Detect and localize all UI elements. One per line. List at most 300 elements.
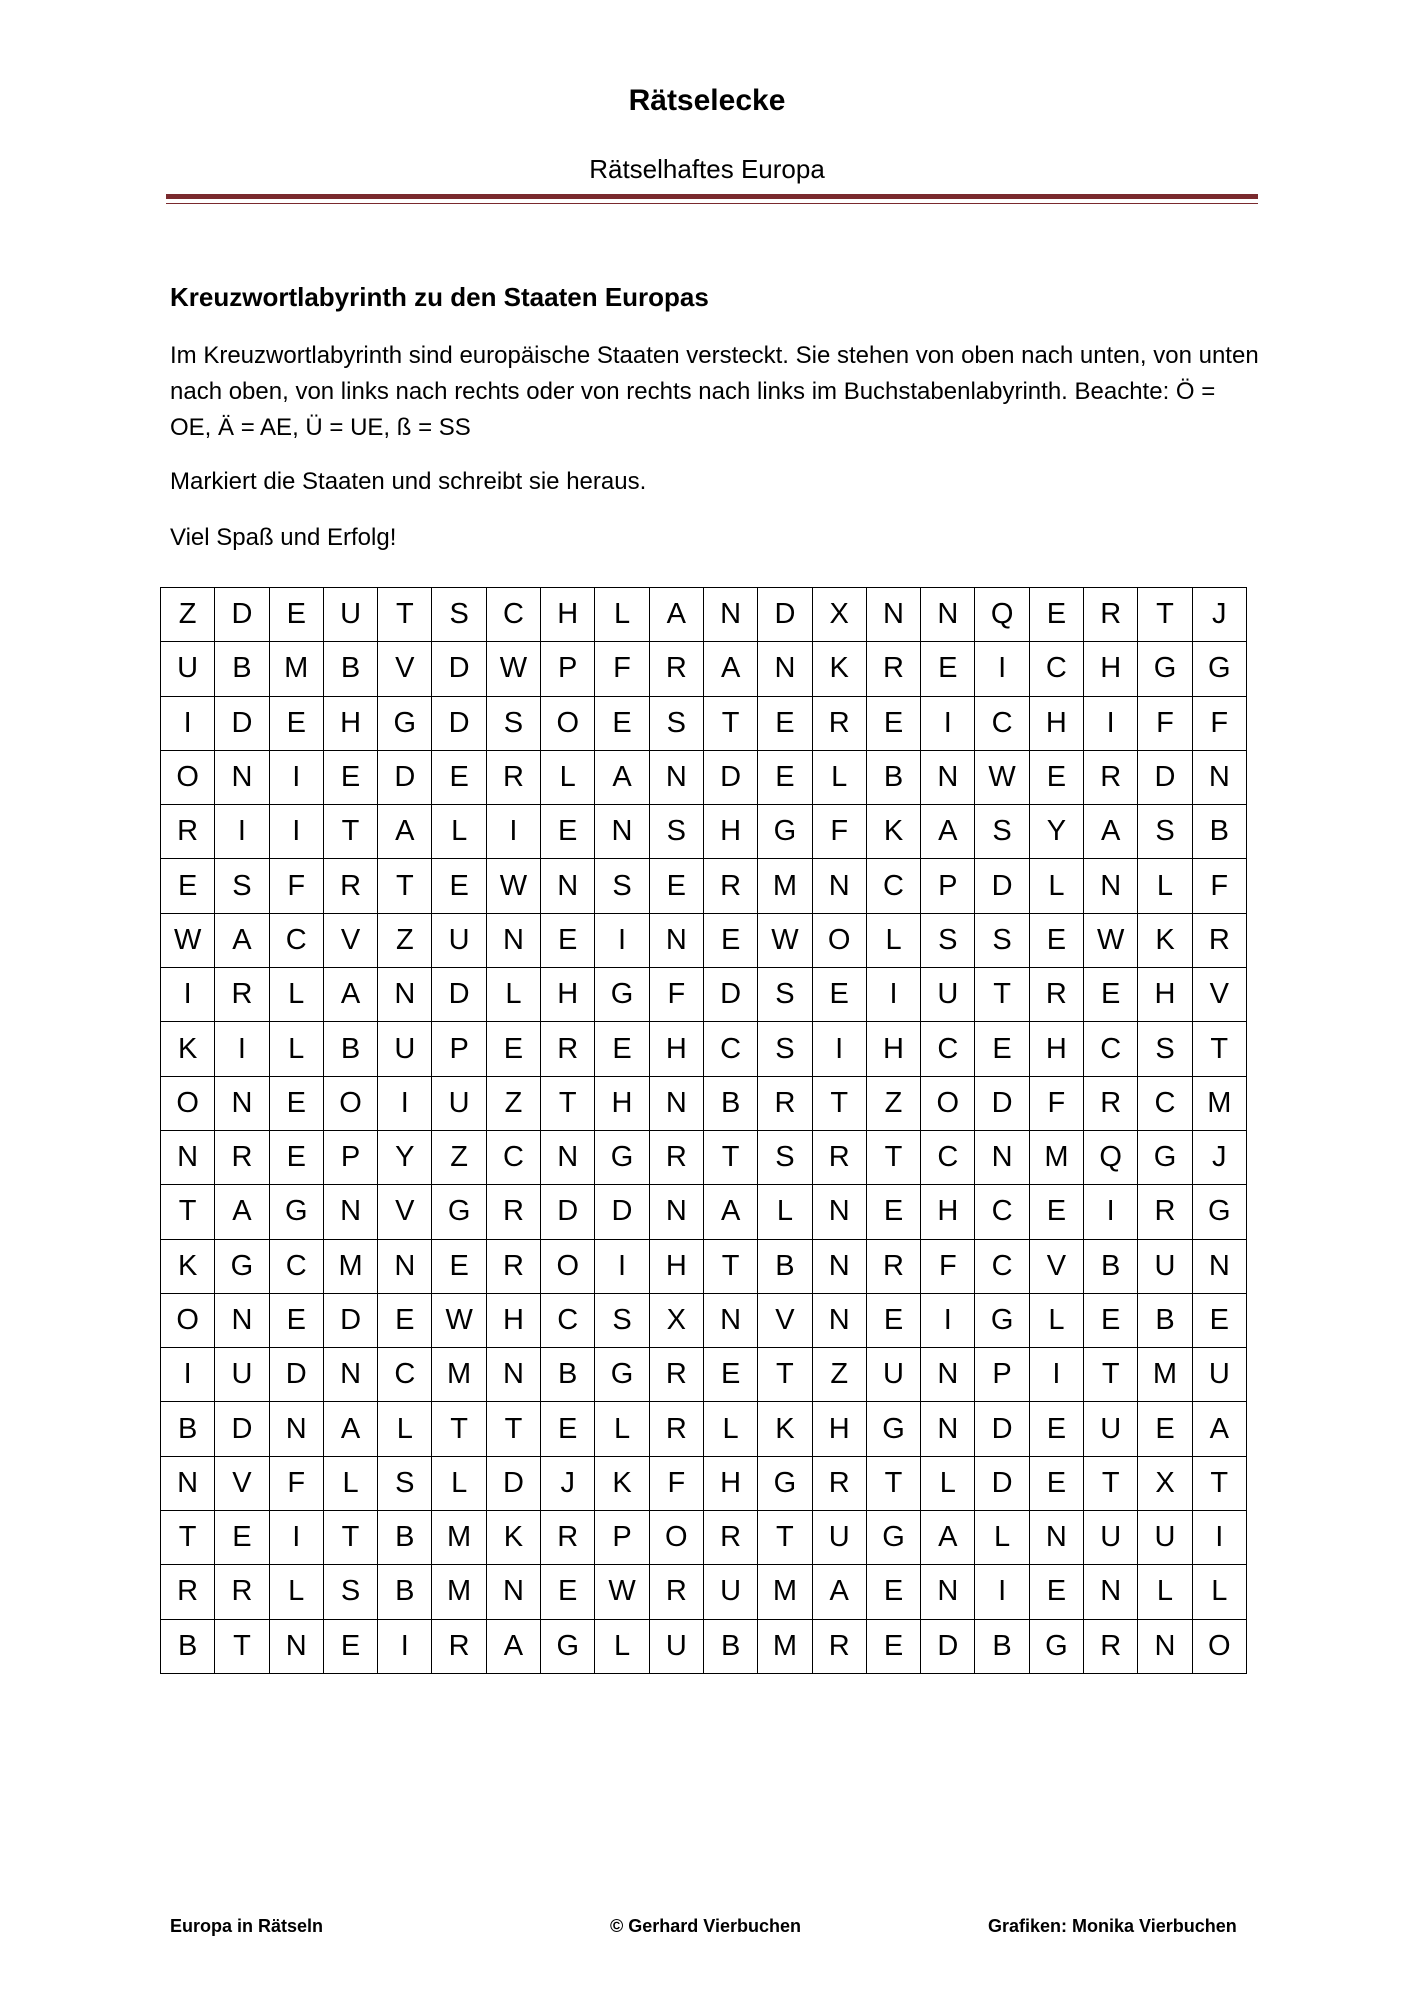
grid-cell[interactable]: O bbox=[921, 1077, 975, 1131]
grid-cell[interactable]: F bbox=[650, 968, 704, 1022]
grid-cell[interactable]: N bbox=[541, 859, 595, 913]
grid-cell[interactable]: L bbox=[975, 1511, 1029, 1565]
grid-cell[interactable]: E bbox=[324, 751, 378, 805]
grid-cell[interactable]: A bbox=[378, 805, 432, 859]
grid-cell[interactable]: X bbox=[650, 1294, 704, 1348]
grid-cell[interactable]: H bbox=[541, 968, 595, 1022]
grid-cell[interactable]: I bbox=[1193, 1511, 1247, 1565]
grid-cell[interactable]: G bbox=[1138, 642, 1192, 696]
grid-cell[interactable]: U bbox=[867, 1348, 921, 1402]
grid-cell[interactable]: Z bbox=[487, 1077, 541, 1131]
grid-cell[interactable]: U bbox=[813, 1511, 867, 1565]
grid-cell[interactable]: N bbox=[758, 642, 812, 696]
grid-cell[interactable]: N bbox=[270, 1620, 324, 1674]
grid-cell[interactable]: C bbox=[487, 588, 541, 642]
grid-cell[interactable]: N bbox=[161, 1457, 215, 1511]
grid-cell[interactable]: T bbox=[704, 1240, 758, 1294]
grid-cell[interactable]: S bbox=[487, 697, 541, 751]
grid-cell[interactable]: W bbox=[161, 914, 215, 968]
grid-cell[interactable]: V bbox=[324, 914, 378, 968]
grid-cell[interactable]: J bbox=[1193, 1131, 1247, 1185]
grid-cell[interactable]: I bbox=[921, 1294, 975, 1348]
grid-cell[interactable]: M bbox=[758, 1620, 812, 1674]
grid-cell[interactable]: U bbox=[378, 1022, 432, 1076]
grid-cell[interactable]: M bbox=[1030, 1131, 1084, 1185]
grid-cell[interactable]: R bbox=[1084, 1620, 1138, 1674]
grid-cell[interactable]: N bbox=[813, 1294, 867, 1348]
grid-cell[interactable]: L bbox=[432, 1457, 486, 1511]
grid-cell[interactable]: T bbox=[975, 968, 1029, 1022]
grid-cell[interactable]: S bbox=[758, 1022, 812, 1076]
grid-cell[interactable]: T bbox=[758, 1511, 812, 1565]
grid-cell[interactable]: W bbox=[432, 1294, 486, 1348]
grid-cell[interactable]: I bbox=[1084, 1185, 1138, 1239]
grid-cell[interactable]: G bbox=[215, 1240, 269, 1294]
grid-cell[interactable]: L bbox=[921, 1457, 975, 1511]
grid-cell[interactable]: T bbox=[813, 1077, 867, 1131]
grid-cell[interactable]: U bbox=[704, 1565, 758, 1619]
grid-cell[interactable]: I bbox=[161, 1348, 215, 1402]
grid-cell[interactable]: B bbox=[161, 1402, 215, 1456]
grid-cell[interactable]: P bbox=[324, 1131, 378, 1185]
grid-cell[interactable]: T bbox=[1084, 1457, 1138, 1511]
grid-cell[interactable]: A bbox=[324, 1402, 378, 1456]
grid-cell[interactable]: L bbox=[1138, 859, 1192, 913]
grid-cell[interactable]: B bbox=[215, 642, 269, 696]
grid-cell[interactable]: E bbox=[432, 751, 486, 805]
grid-cell[interactable]: N bbox=[1084, 859, 1138, 913]
grid-cell[interactable]: L bbox=[1193, 1565, 1247, 1619]
grid-cell[interactable]: I bbox=[161, 697, 215, 751]
grid-cell[interactable]: T bbox=[704, 1131, 758, 1185]
grid-cell[interactable]: S bbox=[595, 859, 649, 913]
grid-cell[interactable]: I bbox=[270, 805, 324, 859]
grid-cell[interactable]: S bbox=[432, 588, 486, 642]
grid-cell[interactable]: F bbox=[650, 1457, 704, 1511]
grid-cell[interactable]: C bbox=[921, 1131, 975, 1185]
grid-cell[interactable]: O bbox=[161, 1077, 215, 1131]
grid-cell[interactable]: I bbox=[378, 1620, 432, 1674]
grid-cell[interactable]: S bbox=[975, 914, 1029, 968]
grid-cell[interactable]: N bbox=[324, 1185, 378, 1239]
grid-cell[interactable]: B bbox=[161, 1620, 215, 1674]
grid-cell[interactable]: U bbox=[650, 1620, 704, 1674]
grid-cell[interactable]: S bbox=[215, 859, 269, 913]
grid-cell[interactable]: T bbox=[1084, 1348, 1138, 1402]
grid-cell[interactable]: N bbox=[650, 914, 704, 968]
grid-cell[interactable]: V bbox=[1193, 968, 1247, 1022]
grid-cell[interactable]: Z bbox=[161, 588, 215, 642]
grid-cell[interactable]: C bbox=[921, 1022, 975, 1076]
grid-cell[interactable]: W bbox=[1084, 914, 1138, 968]
grid-cell[interactable]: D bbox=[215, 1402, 269, 1456]
grid-cell[interactable]: E bbox=[813, 968, 867, 1022]
grid-cell[interactable]: N bbox=[975, 1131, 1029, 1185]
grid-cell[interactable]: S bbox=[975, 805, 1029, 859]
grid-cell[interactable]: F bbox=[595, 642, 649, 696]
grid-cell[interactable]: L bbox=[378, 1402, 432, 1456]
grid-cell[interactable]: P bbox=[432, 1022, 486, 1076]
grid-cell[interactable]: E bbox=[432, 1240, 486, 1294]
grid-cell[interactable]: E bbox=[975, 1022, 1029, 1076]
grid-cell[interactable]: E bbox=[1030, 1457, 1084, 1511]
grid-cell[interactable]: N bbox=[595, 805, 649, 859]
grid-cell[interactable]: R bbox=[650, 1402, 704, 1456]
grid-cell[interactable]: S bbox=[650, 805, 704, 859]
grid-cell[interactable]: N bbox=[650, 1185, 704, 1239]
grid-cell[interactable]: H bbox=[704, 805, 758, 859]
grid-cell[interactable]: N bbox=[1193, 1240, 1247, 1294]
grid-cell[interactable]: E bbox=[1030, 1402, 1084, 1456]
grid-cell[interactable]: R bbox=[161, 805, 215, 859]
grid-cell[interactable]: B bbox=[324, 642, 378, 696]
grid-cell[interactable]: G bbox=[975, 1294, 1029, 1348]
grid-cell[interactable]: N bbox=[921, 588, 975, 642]
grid-cell[interactable]: I bbox=[921, 697, 975, 751]
grid-cell[interactable]: N bbox=[378, 968, 432, 1022]
grid-cell[interactable]: E bbox=[867, 1620, 921, 1674]
grid-cell[interactable]: T bbox=[1138, 588, 1192, 642]
grid-cell[interactable]: T bbox=[541, 1077, 595, 1131]
grid-cell[interactable]: R bbox=[704, 1511, 758, 1565]
grid-cell[interactable]: B bbox=[1193, 805, 1247, 859]
grid-cell[interactable]: R bbox=[813, 1620, 867, 1674]
grid-cell[interactable]: F bbox=[270, 859, 324, 913]
grid-cell[interactable]: R bbox=[1084, 588, 1138, 642]
grid-cell[interactable]: N bbox=[1138, 1620, 1192, 1674]
grid-cell[interactable]: C bbox=[270, 1240, 324, 1294]
grid-cell[interactable]: M bbox=[432, 1565, 486, 1619]
grid-cell[interactable]: H bbox=[1084, 642, 1138, 696]
grid-cell[interactable]: E bbox=[270, 1294, 324, 1348]
grid-cell[interactable]: C bbox=[975, 697, 1029, 751]
grid-cell[interactable]: D bbox=[432, 968, 486, 1022]
grid-cell[interactable]: G bbox=[758, 805, 812, 859]
grid-cell[interactable]: K bbox=[487, 1511, 541, 1565]
grid-cell[interactable]: E bbox=[1030, 1185, 1084, 1239]
grid-cell[interactable]: U bbox=[1084, 1402, 1138, 1456]
grid-cell[interactable]: R bbox=[650, 642, 704, 696]
grid-cell[interactable]: V bbox=[378, 642, 432, 696]
grid-cell[interactable]: C bbox=[1138, 1077, 1192, 1131]
grid-cell[interactable]: X bbox=[813, 588, 867, 642]
grid-cell[interactable]: L bbox=[270, 968, 324, 1022]
grid-cell[interactable]: R bbox=[813, 1457, 867, 1511]
grid-cell[interactable]: R bbox=[541, 1022, 595, 1076]
grid-cell[interactable]: D bbox=[704, 751, 758, 805]
grid-cell[interactable]: G bbox=[1193, 1185, 1247, 1239]
grid-cell[interactable]: R bbox=[1193, 914, 1247, 968]
grid-cell[interactable]: R bbox=[650, 1565, 704, 1619]
grid-cell[interactable]: S bbox=[650, 697, 704, 751]
grid-cell[interactable]: L bbox=[270, 1022, 324, 1076]
grid-cell[interactable]: O bbox=[541, 1240, 595, 1294]
grid-cell[interactable]: O bbox=[161, 751, 215, 805]
grid-cell[interactable]: N bbox=[921, 1565, 975, 1619]
grid-cell[interactable]: W bbox=[758, 914, 812, 968]
grid-cell[interactable]: L bbox=[758, 1185, 812, 1239]
grid-cell[interactable]: U bbox=[432, 914, 486, 968]
grid-cell[interactable]: D bbox=[975, 859, 1029, 913]
grid-cell[interactable]: C bbox=[867, 859, 921, 913]
grid-cell[interactable]: M bbox=[758, 1565, 812, 1619]
grid-cell[interactable]: Z bbox=[813, 1348, 867, 1402]
grid-cell[interactable]: K bbox=[813, 642, 867, 696]
grid-cell[interactable]: I bbox=[1084, 697, 1138, 751]
grid-cell[interactable]: I bbox=[867, 968, 921, 1022]
grid-cell[interactable]: S bbox=[1138, 805, 1192, 859]
grid-cell[interactable]: N bbox=[921, 751, 975, 805]
grid-cell[interactable]: O bbox=[813, 914, 867, 968]
grid-cell[interactable]: E bbox=[867, 697, 921, 751]
grid-cell[interactable]: G bbox=[1193, 642, 1247, 696]
grid-cell[interactable]: S bbox=[378, 1457, 432, 1511]
grid-cell[interactable]: O bbox=[650, 1511, 704, 1565]
grid-cell[interactable]: O bbox=[1193, 1620, 1247, 1674]
grid-cell[interactable]: H bbox=[704, 1457, 758, 1511]
grid-cell[interactable]: B bbox=[324, 1022, 378, 1076]
grid-cell[interactable]: R bbox=[215, 1565, 269, 1619]
grid-cell[interactable]: D bbox=[487, 1457, 541, 1511]
grid-cell[interactable]: Y bbox=[1030, 805, 1084, 859]
grid-cell[interactable]: A bbox=[1193, 1402, 1247, 1456]
grid-cell[interactable]: A bbox=[487, 1620, 541, 1674]
grid-cell[interactable]: D bbox=[975, 1457, 1029, 1511]
grid-cell[interactable]: G bbox=[1138, 1131, 1192, 1185]
grid-cell[interactable]: R bbox=[541, 1511, 595, 1565]
grid-cell[interactable]: A bbox=[1084, 805, 1138, 859]
grid-cell[interactable]: P bbox=[921, 859, 975, 913]
grid-cell[interactable]: C bbox=[487, 1131, 541, 1185]
grid-cell[interactable]: H bbox=[867, 1022, 921, 1076]
grid-cell[interactable]: L bbox=[813, 751, 867, 805]
grid-cell[interactable]: T bbox=[1193, 1457, 1247, 1511]
grid-cell[interactable]: I bbox=[813, 1022, 867, 1076]
grid-cell[interactable]: E bbox=[867, 1565, 921, 1619]
grid-cell[interactable]: J bbox=[541, 1457, 595, 1511]
grid-cell[interactable]: D bbox=[432, 642, 486, 696]
grid-cell[interactable]: C bbox=[541, 1294, 595, 1348]
grid-cell[interactable]: D bbox=[215, 697, 269, 751]
grid-cell[interactable]: K bbox=[1138, 914, 1192, 968]
grid-cell[interactable]: T bbox=[704, 697, 758, 751]
grid-cell[interactable]: M bbox=[758, 859, 812, 913]
grid-cell[interactable]: I bbox=[270, 751, 324, 805]
grid-cell[interactable]: G bbox=[867, 1402, 921, 1456]
grid-cell[interactable]: E bbox=[650, 859, 704, 913]
grid-cell[interactable]: T bbox=[487, 1402, 541, 1456]
grid-cell[interactable]: T bbox=[324, 1511, 378, 1565]
grid-cell[interactable]: R bbox=[215, 1131, 269, 1185]
grid-cell[interactable]: E bbox=[758, 751, 812, 805]
grid-cell[interactable]: E bbox=[541, 914, 595, 968]
grid-cell[interactable]: N bbox=[215, 1294, 269, 1348]
grid-cell[interactable]: N bbox=[921, 1348, 975, 1402]
grid-cell[interactable]: A bbox=[215, 1185, 269, 1239]
grid-cell[interactable]: E bbox=[378, 1294, 432, 1348]
grid-cell[interactable]: R bbox=[487, 1185, 541, 1239]
grid-cell[interactable]: H bbox=[541, 588, 595, 642]
grid-cell[interactable]: B bbox=[1084, 1240, 1138, 1294]
grid-cell[interactable]: B bbox=[867, 751, 921, 805]
grid-cell[interactable]: D bbox=[1138, 751, 1192, 805]
grid-cell[interactable]: E bbox=[1084, 968, 1138, 1022]
grid-cell[interactable]: I bbox=[975, 642, 1029, 696]
grid-cell[interactable]: G bbox=[867, 1511, 921, 1565]
grid-cell[interactable]: F bbox=[270, 1457, 324, 1511]
grid-cell[interactable]: H bbox=[921, 1185, 975, 1239]
grid-cell[interactable]: D bbox=[215, 588, 269, 642]
grid-cell[interactable]: L bbox=[432, 805, 486, 859]
grid-cell[interactable]: C bbox=[975, 1240, 1029, 1294]
grid-cell[interactable]: V bbox=[378, 1185, 432, 1239]
grid-cell[interactable]: N bbox=[867, 588, 921, 642]
grid-cell[interactable]: G bbox=[378, 697, 432, 751]
grid-cell[interactable]: N bbox=[215, 751, 269, 805]
grid-cell[interactable]: N bbox=[161, 1131, 215, 1185]
grid-cell[interactable]: U bbox=[1138, 1240, 1192, 1294]
grid-cell[interactable]: E bbox=[270, 697, 324, 751]
grid-cell[interactable]: B bbox=[1138, 1294, 1192, 1348]
grid-cell[interactable]: W bbox=[487, 859, 541, 913]
grid-cell[interactable]: A bbox=[704, 1185, 758, 1239]
grid-cell[interactable]: S bbox=[1138, 1022, 1192, 1076]
grid-cell[interactable]: O bbox=[541, 697, 595, 751]
grid-cell[interactable]: S bbox=[758, 1131, 812, 1185]
grid-cell[interactable]: N bbox=[813, 1240, 867, 1294]
grid-cell[interactable]: E bbox=[1138, 1402, 1192, 1456]
grid-cell[interactable]: D bbox=[432, 697, 486, 751]
grid-cell[interactable]: N bbox=[1084, 1565, 1138, 1619]
grid-cell[interactable]: R bbox=[1030, 968, 1084, 1022]
grid-cell[interactable]: U bbox=[1138, 1511, 1192, 1565]
grid-cell[interactable]: E bbox=[324, 1620, 378, 1674]
grid-cell[interactable]: G bbox=[432, 1185, 486, 1239]
grid-cell[interactable]: E bbox=[161, 859, 215, 913]
grid-cell[interactable]: L bbox=[595, 1402, 649, 1456]
grid-cell[interactable]: N bbox=[1030, 1511, 1084, 1565]
grid-cell[interactable]: N bbox=[813, 859, 867, 913]
grid-cell[interactable]: I bbox=[1030, 1348, 1084, 1402]
grid-cell[interactable]: G bbox=[595, 1348, 649, 1402]
grid-cell[interactable]: E bbox=[541, 805, 595, 859]
grid-cell[interactable]: C bbox=[1084, 1022, 1138, 1076]
grid-cell[interactable]: E bbox=[1030, 914, 1084, 968]
grid-cell[interactable]: L bbox=[1030, 859, 1084, 913]
grid-cell[interactable]: C bbox=[378, 1348, 432, 1402]
grid-cell[interactable]: S bbox=[921, 914, 975, 968]
grid-cell[interactable]: H bbox=[324, 697, 378, 751]
grid-cell[interactable]: L bbox=[487, 968, 541, 1022]
grid-cell[interactable]: E bbox=[595, 1022, 649, 1076]
grid-cell[interactable]: H bbox=[650, 1240, 704, 1294]
grid-cell[interactable]: R bbox=[867, 1240, 921, 1294]
grid-cell[interactable]: R bbox=[704, 859, 758, 913]
grid-cell[interactable]: R bbox=[867, 642, 921, 696]
grid-cell[interactable]: K bbox=[595, 1457, 649, 1511]
grid-cell[interactable]: L bbox=[595, 588, 649, 642]
grid-cell[interactable]: G bbox=[595, 1131, 649, 1185]
grid-cell[interactable]: D bbox=[378, 751, 432, 805]
grid-cell[interactable]: I bbox=[161, 968, 215, 1022]
grid-cell[interactable]: B bbox=[378, 1511, 432, 1565]
grid-cell[interactable]: H bbox=[487, 1294, 541, 1348]
grid-cell[interactable]: N bbox=[704, 588, 758, 642]
grid-cell[interactable]: Q bbox=[1084, 1131, 1138, 1185]
grid-cell[interactable]: E bbox=[1030, 1565, 1084, 1619]
grid-cell[interactable]: N bbox=[704, 1294, 758, 1348]
grid-cell[interactable]: A bbox=[324, 968, 378, 1022]
grid-cell[interactable]: N bbox=[215, 1077, 269, 1131]
grid-cell[interactable]: I bbox=[270, 1511, 324, 1565]
grid-cell[interactable]: W bbox=[595, 1565, 649, 1619]
grid-cell[interactable]: I bbox=[595, 914, 649, 968]
grid-cell[interactable]: E bbox=[1084, 1294, 1138, 1348]
grid-cell[interactable]: D bbox=[704, 968, 758, 1022]
grid-cell[interactable]: C bbox=[1030, 642, 1084, 696]
grid-cell[interactable]: B bbox=[704, 1077, 758, 1131]
grid-cell[interactable]: E bbox=[1030, 751, 1084, 805]
grid-cell[interactable]: I bbox=[487, 805, 541, 859]
grid-cell[interactable]: L bbox=[1030, 1294, 1084, 1348]
grid-cell[interactable]: X bbox=[1138, 1457, 1192, 1511]
grid-cell[interactable]: P bbox=[595, 1511, 649, 1565]
grid-cell[interactable]: D bbox=[921, 1620, 975, 1674]
grid-cell[interactable]: T bbox=[1193, 1022, 1247, 1076]
grid-cell[interactable]: B bbox=[704, 1620, 758, 1674]
grid-cell[interactable]: T bbox=[161, 1185, 215, 1239]
grid-cell[interactable]: N bbox=[650, 751, 704, 805]
grid-cell[interactable]: V bbox=[215, 1457, 269, 1511]
grid-cell[interactable]: Z bbox=[378, 914, 432, 968]
grid-cell[interactable]: R bbox=[813, 1131, 867, 1185]
grid-cell[interactable]: T bbox=[378, 588, 432, 642]
grid-cell[interactable]: R bbox=[432, 1620, 486, 1674]
grid-cell[interactable]: F bbox=[1193, 697, 1247, 751]
grid-cell[interactable]: U bbox=[215, 1348, 269, 1402]
grid-cell[interactable]: T bbox=[758, 1348, 812, 1402]
grid-cell[interactable]: D bbox=[541, 1185, 595, 1239]
grid-cell[interactable]: V bbox=[1030, 1240, 1084, 1294]
grid-cell[interactable]: A bbox=[650, 588, 704, 642]
grid-cell[interactable]: T bbox=[215, 1620, 269, 1674]
grid-cell[interactable]: D bbox=[758, 588, 812, 642]
grid-cell[interactable]: T bbox=[161, 1511, 215, 1565]
grid-cell[interactable]: E bbox=[215, 1511, 269, 1565]
grid-cell[interactable]: L bbox=[867, 914, 921, 968]
grid-cell[interactable]: B bbox=[758, 1240, 812, 1294]
grid-cell[interactable]: G bbox=[1030, 1620, 1084, 1674]
grid-cell[interactable]: N bbox=[270, 1402, 324, 1456]
grid-cell[interactable]: T bbox=[324, 805, 378, 859]
grid-cell[interactable]: T bbox=[432, 1402, 486, 1456]
grid-cell[interactable]: N bbox=[541, 1131, 595, 1185]
grid-cell[interactable]: E bbox=[270, 1077, 324, 1131]
grid-cell[interactable]: B bbox=[378, 1565, 432, 1619]
grid-cell[interactable]: D bbox=[975, 1077, 1029, 1131]
grid-cell[interactable]: A bbox=[595, 751, 649, 805]
grid-cell[interactable]: O bbox=[324, 1077, 378, 1131]
grid-cell[interactable]: H bbox=[1138, 968, 1192, 1022]
grid-cell[interactable]: A bbox=[813, 1565, 867, 1619]
grid-cell[interactable]: E bbox=[867, 1185, 921, 1239]
grid-cell[interactable]: U bbox=[432, 1077, 486, 1131]
grid-cell[interactable]: K bbox=[758, 1402, 812, 1456]
grid-cell[interactable]: U bbox=[324, 588, 378, 642]
grid-cell[interactable]: F bbox=[813, 805, 867, 859]
grid-cell[interactable]: Z bbox=[432, 1131, 486, 1185]
grid-cell[interactable]: E bbox=[541, 1565, 595, 1619]
